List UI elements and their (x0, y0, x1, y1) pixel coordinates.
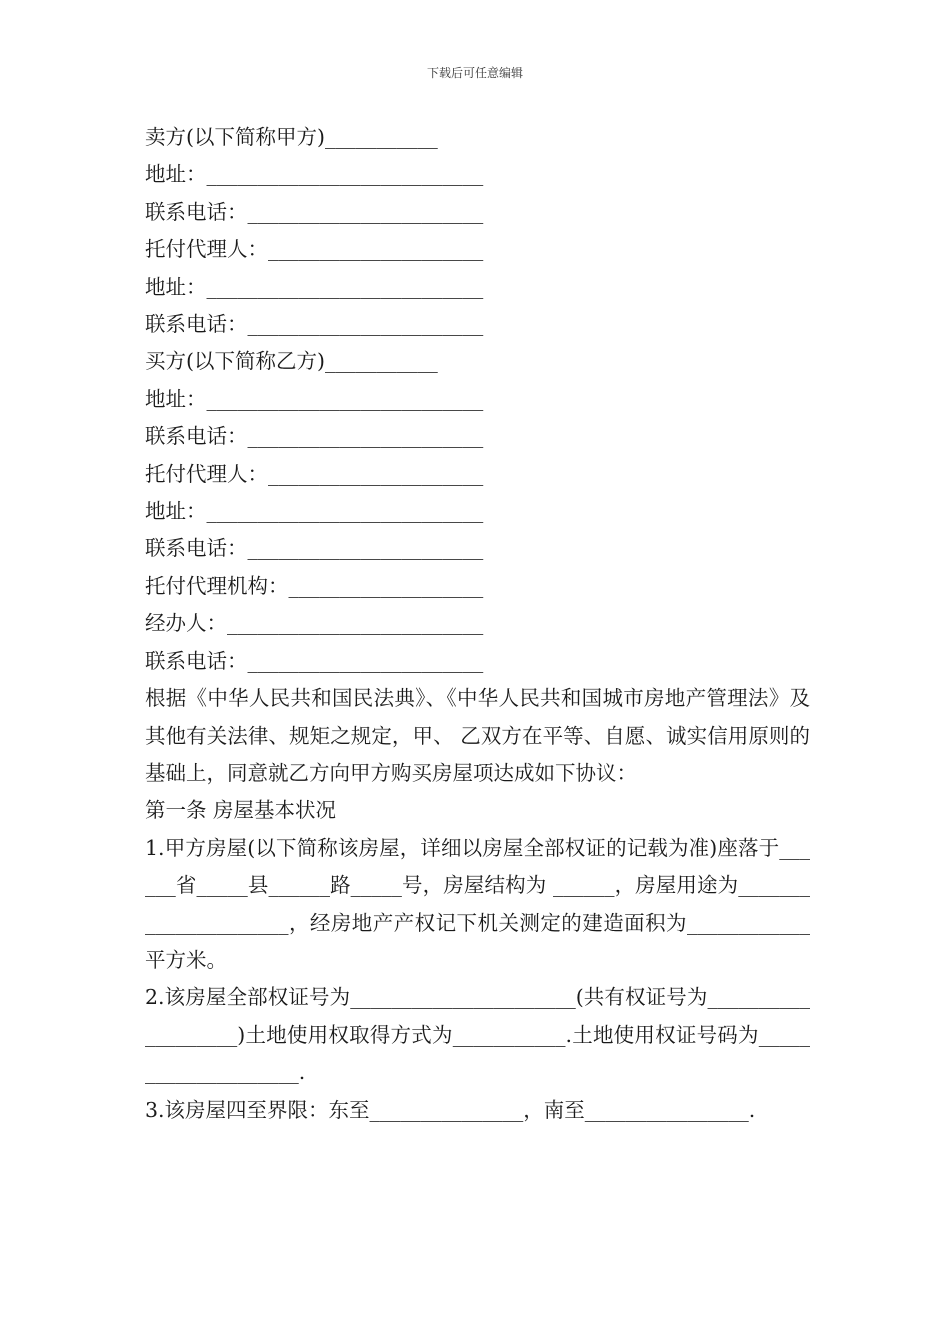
buyer-phone-field: 联系电话：_______________________ (145, 424, 484, 449)
seller-agent-address-field: 地址：___________________________ (145, 274, 484, 299)
seller-address-field: 地址：___________________________ (145, 162, 484, 187)
seller-agent-field: 托付代理人：_____________________ (145, 237, 484, 262)
buyer-agent-field: 托付代理人：_____________________ (145, 461, 484, 486)
handler-phone-field: 联系电话：_______________________ (145, 648, 484, 673)
article-1-item-2: 2.该房屋全部权证号为______________________(共有权证号为___________________)土地使用权取得方式为___________.土地使用权证号码为____________________. (145, 985, 810, 1085)
seller-agent-phone-field: 联系电话：_______________________ (145, 312, 484, 337)
buyer-agent-phone-field: 联系电话：_______________________ (145, 536, 484, 561)
buyer-agent-address-field: 地址：___________________________ (145, 499, 484, 524)
article-1-title: 第一条 房屋基本状况 (145, 798, 337, 823)
buyer-address-field: 地址：___________________________ (145, 386, 484, 411)
buyer-field: 买方(以下简称乙方)___________ (145, 349, 438, 374)
page-header-note: 下载后可任意编辑 (426, 66, 523, 80)
agency-field: 托付代理机构：___________________ (145, 573, 484, 598)
article-1-item-3: 3.该房屋四至界限：东至_______________，南至________________. (145, 1097, 756, 1122)
preamble-paragraph: 根据《中华人民共和国民法典》、《中华人民共和国城市房地产管理法》及其他有关法律、规矩之规定，甲、 乙双方在平等、自愿、诚实信用原则的基础上，同意就乙方向甲方购买房屋项达成如下协议： (145, 686, 810, 785)
contract-body (145, 119, 810, 1129)
seller-field: 卖方(以下简称甲方)___________ (145, 125, 438, 149)
seller-phone-field: 联系电话：_______________________ (145, 199, 484, 224)
article-1-item-1: 1.甲方房屋(以下简称该房屋，详细以房屋全部权证的记载为准)座落于______省_____县______路_____号，房屋结构为 ______，房屋用途为_____________________，经房地产产权记下机关测定的建造面积为____________平方米。 (145, 835, 810, 972)
handler-field: 经办人：_________________________ (145, 611, 484, 636)
